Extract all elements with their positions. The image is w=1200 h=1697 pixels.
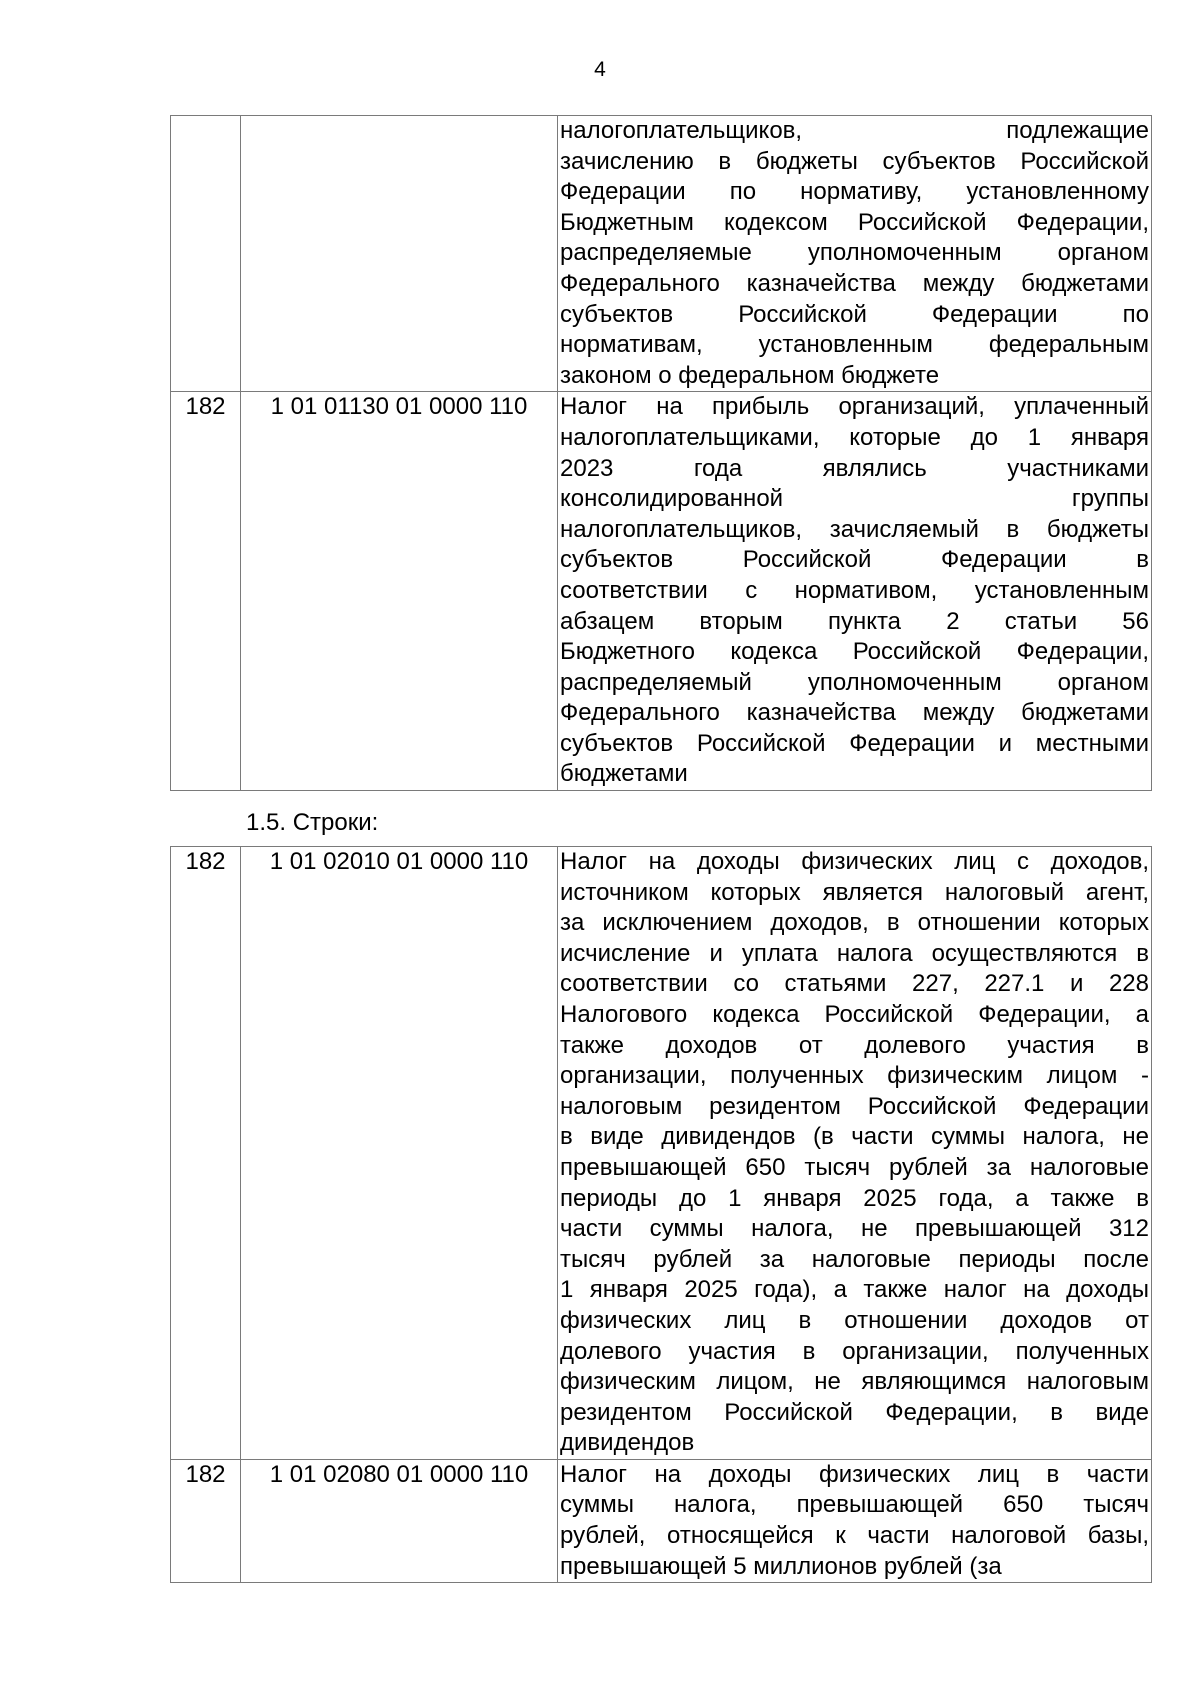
- description-line: законом о федеральном бюджете: [560, 361, 940, 389]
- revenue-description-cell: [558, 116, 1152, 392]
- description-line: субъектов Российской Федерации и местными: [560, 729, 1149, 757]
- budget-classification-code-cell: 1 01 01130 01 0000 110: [241, 392, 558, 791]
- description-line: 1 января 2025 года), а также налог на доходы: [560, 1276, 1149, 1304]
- description-line: налогоплательщиками, которые до 1 января: [560, 423, 1149, 451]
- description-line: распределяемый уполномоченным органом: [560, 668, 1149, 696]
- table-row: [171, 116, 1152, 392]
- budget-classification-code-cell: 1 01 02010 01 0000 110: [241, 847, 558, 1460]
- table-row: [171, 847, 1152, 1460]
- description-line: дивидендов: [560, 1429, 695, 1457]
- revenue-description-cell: [558, 1459, 1152, 1582]
- description-line: Налог на доходы физических лиц в части: [560, 1460, 1149, 1488]
- description-line: тысяч рублей за налоговые периоды после: [560, 1245, 1149, 1273]
- description-line: Налогового кодекса Российской Федерации, а: [560, 1000, 1149, 1028]
- admin-code-cell: [171, 116, 241, 392]
- description-line: нормативам, установленным федеральным: [560, 331, 1149, 359]
- description-line: Налог на прибыль организаций, уплаченный: [560, 393, 1149, 421]
- description-line: Федерального казначейства между бюджетами: [560, 699, 1149, 727]
- description-line: соответствии со статьями 227, 227.1 и 228: [560, 970, 1149, 998]
- budget-classification-code-cell: 1 01 02080 01 0000 110: [241, 1459, 558, 1582]
- description-line: Федерального казначейства между бюджетами: [560, 269, 1149, 297]
- table-row: [171, 1459, 1152, 1582]
- description-line: за исключением доходов, в отношении которых: [560, 909, 1149, 937]
- description-line: налогоплательщиков, подлежащие: [560, 117, 1149, 144]
- description-line: распределяемые уполномоченным органом: [560, 239, 1149, 267]
- description-line: источником которых является налоговый агент,: [560, 878, 1149, 906]
- description-line: физическим лицом, не являющимся налоговым: [560, 1368, 1149, 1396]
- description-line: организации, полученных физическим лицом -: [560, 1062, 1149, 1090]
- description-line: физических лиц в отношении доходов от: [560, 1306, 1149, 1334]
- description-line: Бюджетного кодекса Российской Федерации,: [560, 638, 1149, 666]
- table-body: [171, 847, 1152, 1583]
- admin-code-cell: 182: [171, 1459, 241, 1582]
- budget-classification-code-cell: [241, 116, 558, 392]
- admin-code-cell: 182: [171, 392, 241, 791]
- description-line: налоговым резидентом Российской Федерации: [560, 1092, 1149, 1120]
- table-body: [171, 116, 1152, 791]
- table-row: [171, 392, 1152, 791]
- description-line: превышающей 650 тысяч рублей за налоговые: [560, 1153, 1149, 1181]
- description-line: бюджетами: [560, 760, 688, 788]
- description-line: субъектов Российской Федерации по: [560, 300, 1149, 328]
- description-line: 2023 года являлись участниками: [560, 454, 1149, 482]
- description-line: долевого участия в организации, полученных: [560, 1337, 1149, 1365]
- description-line: исчисление и уплата налога осуществляются в: [560, 939, 1149, 967]
- section-heading: 1.5. Строки:: [246, 809, 379, 836]
- description-line: периоды до 1 января 2025 года, а также в: [560, 1184, 1149, 1212]
- description-line: соответствии с нормативом, установленным: [560, 576, 1149, 604]
- budget-codes-table-continued: [170, 115, 1152, 791]
- description-line: зачислению в бюджеты субъектов Российской: [560, 147, 1149, 175]
- description-line: субъектов Российской Федерации в: [560, 546, 1149, 574]
- description-line: части суммы налога, не превышающей 312: [560, 1215, 1149, 1243]
- description-line: превышающей 5 миллионов рублей (за: [560, 1552, 1002, 1580]
- admin-code-cell: 182: [171, 847, 241, 1460]
- description-line: Бюджетным кодексом Российской Федерации,: [560, 208, 1149, 236]
- description-line: консолидированной группы: [560, 485, 1149, 513]
- revenue-description-cell: [558, 847, 1152, 1460]
- description-line: также доходов от долевого участия в: [560, 1031, 1149, 1059]
- revenue-description-cell: [558, 392, 1152, 791]
- budget-codes-table: [170, 846, 1152, 1583]
- description-line: налогоплательщиков, зачисляемый в бюджеты: [560, 515, 1149, 543]
- description-line: резидентом Российской Федерации, в виде: [560, 1398, 1149, 1426]
- description-line: абзацем вторым пункта 2 статьи 56: [560, 607, 1149, 635]
- description-line: рублей, относящейся к части налоговой базы,: [560, 1522, 1149, 1550]
- description-line: Федерации по нормативу, установленному: [560, 178, 1149, 206]
- description-line: Налог на доходы физических лиц с доходов,: [560, 848, 1149, 875]
- description-line: суммы налога, превышающей 650 тысяч: [560, 1491, 1149, 1519]
- page-number: 4: [594, 58, 606, 81]
- description-line: в виде дивидендов (в части суммы налога, не: [560, 1123, 1149, 1151]
